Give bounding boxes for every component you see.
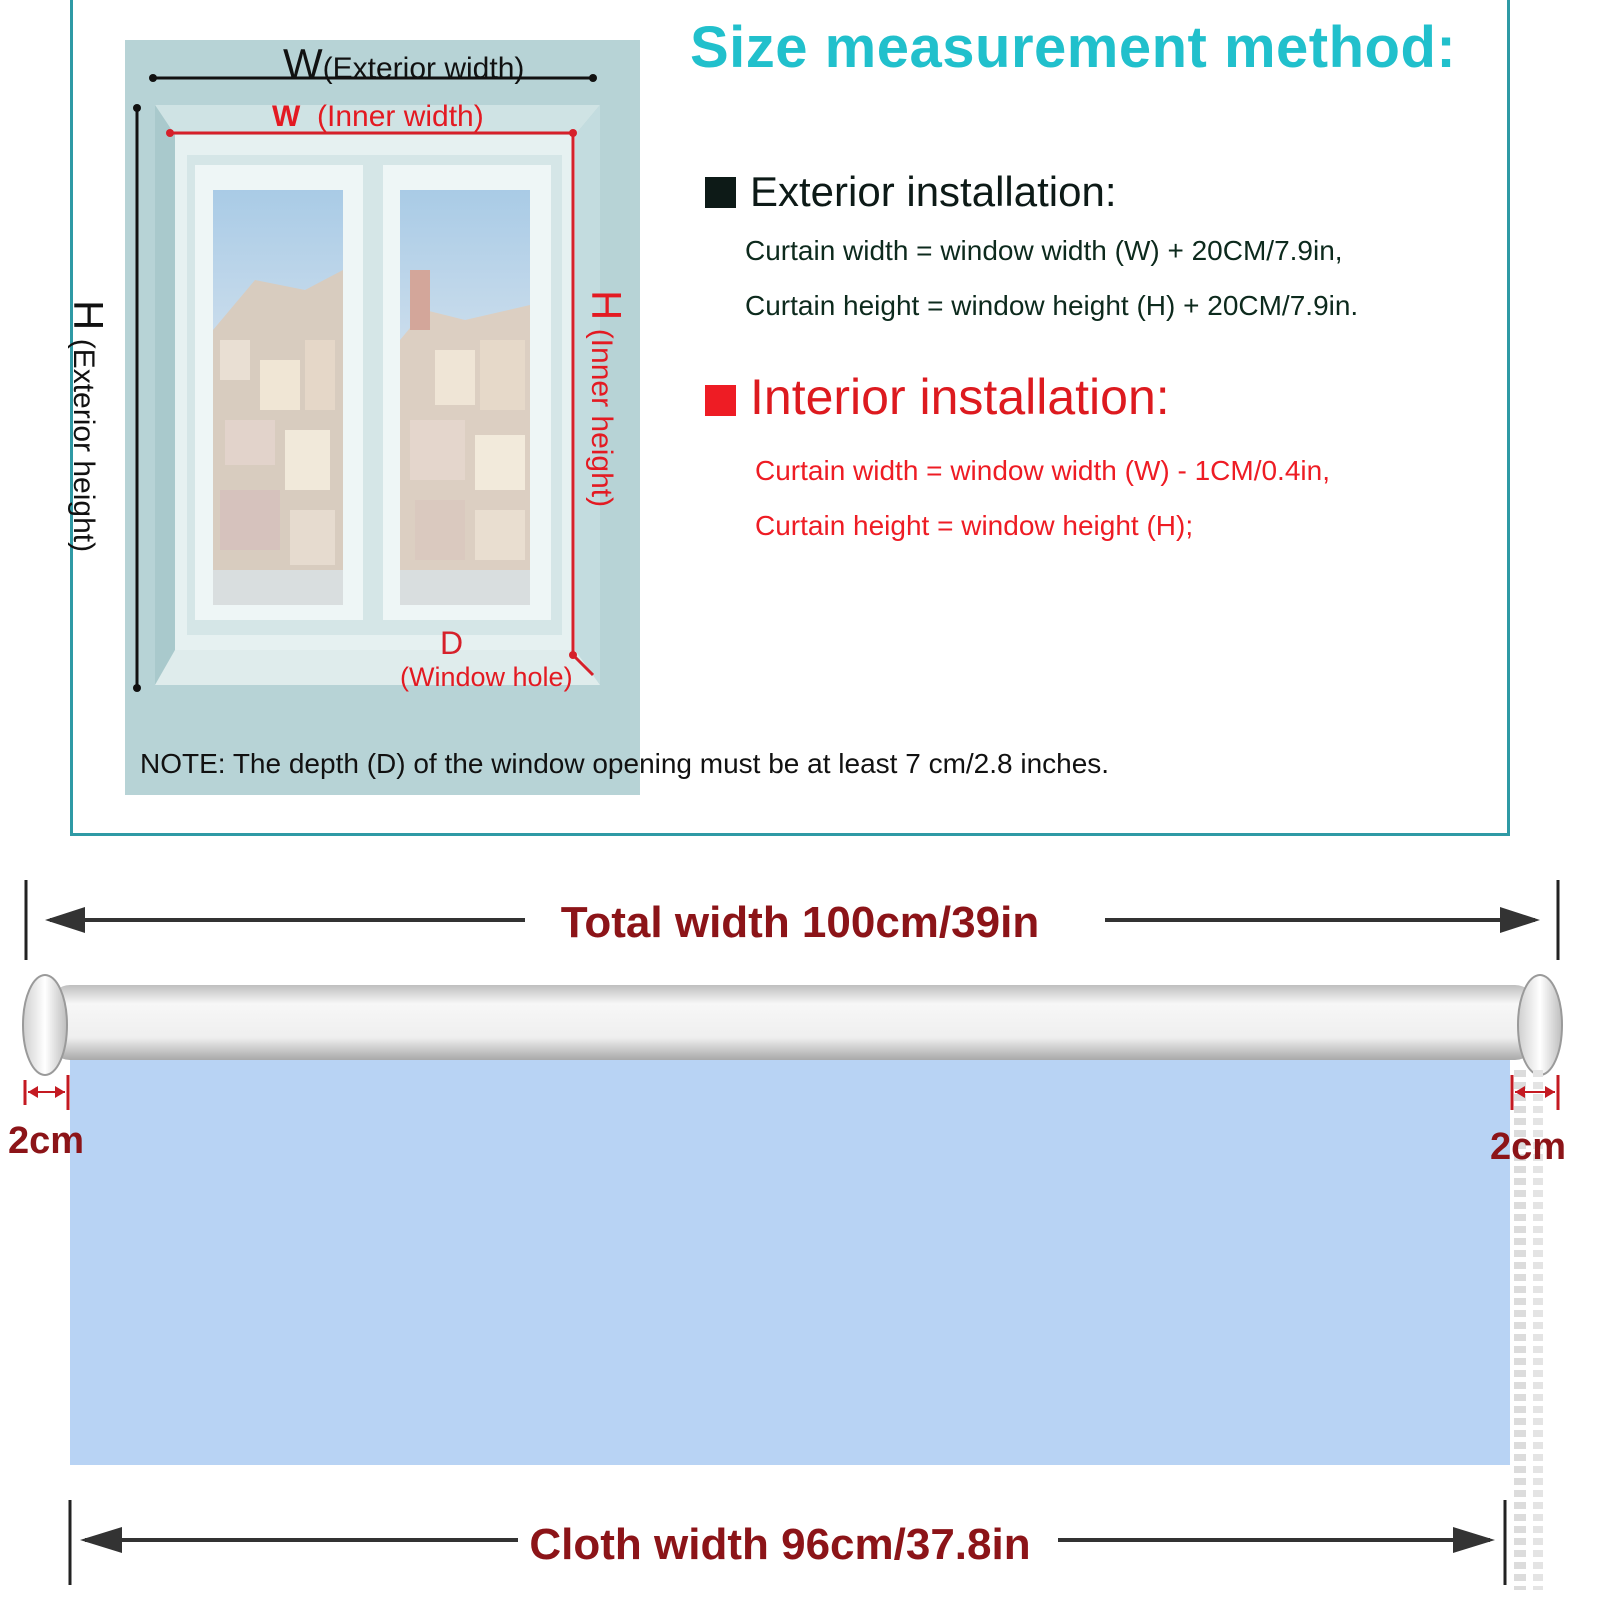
red-square-bullet-icon <box>705 385 736 416</box>
interior-width-formula: Curtain width = window width (W) - 1CM/0.4in, <box>755 455 1330 486</box>
left-margin-marker <box>25 1075 68 1110</box>
blind-cloth <box>70 1055 1510 1465</box>
total-width-label: Total width 100cm/39in <box>560 898 1040 947</box>
exterior-height-label: H (Exterior height) <box>65 300 112 553</box>
right-margin-marker <box>1512 1075 1558 1110</box>
exterior-height-formula: Curtain height = window height (H) + 20CM/7.9in. <box>745 290 1359 321</box>
inner-height-label: H (Inner height) <box>583 290 630 508</box>
right-margin-label: 2cm <box>1490 1126 1567 1168</box>
interior-height-formula: Curtain height = window height (H); <box>755 510 1194 541</box>
left-margin-label: 2cm <box>8 1120 85 1162</box>
interior-installation-title: Interior installation: <box>705 368 1170 426</box>
right-bracket <box>1518 975 1562 1075</box>
cloth-width-label: Cloth width 96cm/37.8in <box>529 1520 1031 1569</box>
left-bracket <box>23 975 67 1075</box>
depth-letter: D <box>440 625 464 661</box>
depth-note: NOTE: The depth (D) of the window opening must be at least 7 cm/2.8 inches. <box>140 748 1110 779</box>
exterior-width-formula: Curtain width = window width (W) + 20CM/7.9in, <box>745 235 1343 266</box>
black-square-bullet-icon <box>705 177 736 208</box>
depth-label: (Window hole) <box>400 662 573 692</box>
exterior-width-label: W(Exterior width) <box>283 40 525 87</box>
guide-heading: Size measurement method: <box>690 15 1457 80</box>
roller-tube <box>50 985 1535 1060</box>
exterior-installation-title: Exterior installation: <box>705 168 1117 216</box>
roller-blind-illustration <box>0 860 1600 1600</box>
inner-width-label: W (Inner width) <box>272 100 484 133</box>
